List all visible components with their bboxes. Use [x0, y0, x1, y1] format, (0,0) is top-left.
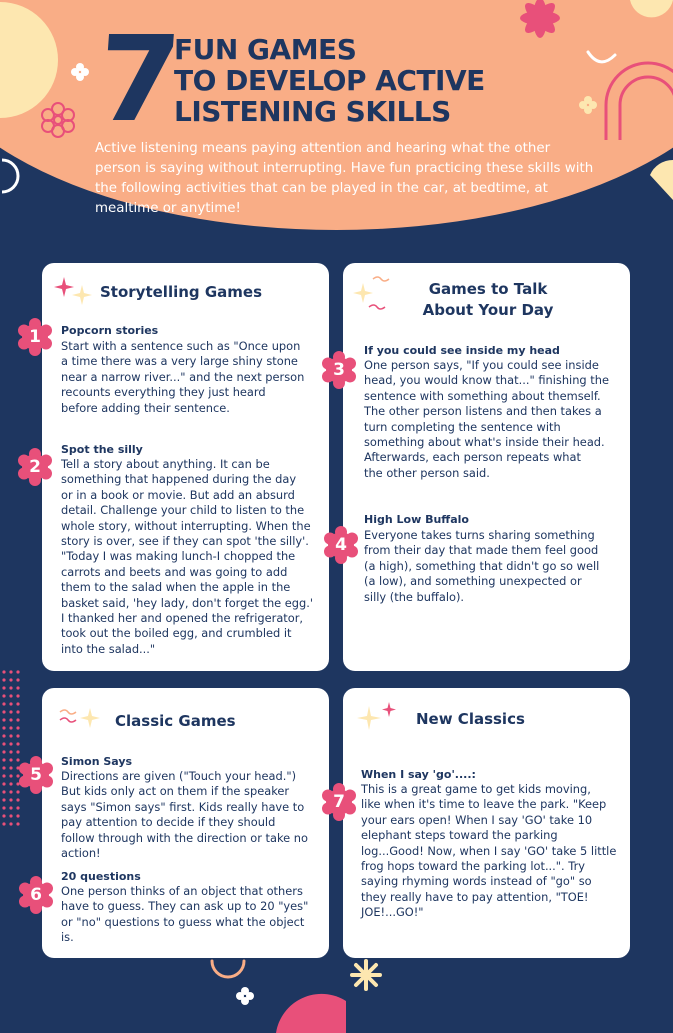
text-line: sentence with something about themself.	[364, 388, 601, 403]
text-line: turn completing the sentence with	[364, 419, 561, 434]
badge-number: 7	[333, 792, 345, 812]
game-name: If you could see inside my head	[364, 344, 560, 357]
pink-semicircle-decoration	[276, 994, 346, 1033]
white-flower-decoration	[236, 987, 254, 1005]
text-line: story is over, see if they can spot 'the silly'.	[61, 534, 309, 549]
text-line: Everyone takes turns sharing something	[364, 528, 595, 542]
cream-semicircle-decoration	[630, 0, 673, 17]
game-name: 20 questions	[61, 870, 141, 883]
card-storytelling-games	[42, 263, 329, 671]
big-number-seven: 7	[93, 10, 185, 148]
text-line: follow through with the direction or take no	[61, 830, 308, 845]
text-line: pay attention to decide if they should	[61, 815, 276, 830]
text-line: recounts everything they just heard	[61, 385, 266, 400]
card-title-line: Games to Talk	[428, 280, 548, 298]
text-line: them to the salad when the apple in the	[61, 580, 291, 595]
number-badge	[17, 876, 55, 914]
pink-arc-decoration	[620, 77, 673, 140]
peach-arc-decoration	[212, 961, 244, 977]
badge-number: 5	[30, 765, 42, 785]
bottom-decorations	[0, 955, 673, 1033]
text-line: Start with a sentence such as "Once upon	[61, 339, 301, 353]
text-line: Afterwards, each person repeats what	[364, 450, 581, 465]
card-games-to-talk	[343, 263, 630, 671]
text-line: head, you would know that..." finishing the	[364, 373, 609, 388]
text-line: (a high), something that didn't go so well	[364, 558, 600, 573]
game-description	[364, 528, 630, 605]
text-line: is.	[61, 930, 74, 945]
pink-flower-decoration	[520, 0, 560, 38]
text-line: I thanked her and opened the refrigerator,	[61, 611, 304, 626]
text-line: the other person said.	[364, 465, 490, 480]
number-badge	[17, 756, 55, 794]
text-line: "Today I was making lunch-I chopped the	[61, 549, 296, 564]
game-description	[61, 769, 329, 861]
number-badge	[16, 318, 54, 356]
text-line: One person thinks of an object that others	[61, 884, 303, 898]
text-line: from their day that made them feel good	[364, 543, 599, 558]
text-line: before adding their sentence.	[61, 400, 230, 415]
badge-number: 4	[335, 535, 347, 555]
number-badge	[322, 526, 360, 564]
text-line: Directions are given ("Touch your head.")	[61, 769, 297, 783]
badge-number: 2	[29, 457, 41, 477]
card-title: New Classics	[416, 710, 525, 728]
card-title	[403, 279, 573, 321]
text-line: action!	[61, 846, 101, 861]
number-badge	[320, 783, 358, 821]
text-line: near a narrow river..." and the next person	[61, 369, 305, 384]
badge-number: 1	[29, 327, 41, 347]
text-line: carrots and beets and was going to add	[61, 564, 288, 579]
badge-number: 3	[333, 360, 345, 380]
text-line: frog hops toward the parking lot...". Try	[361, 859, 585, 874]
title-line: TO DEVELOP ACTIVE	[174, 64, 485, 97]
badge-number: 6	[30, 885, 42, 905]
text-line: something that happened during the day	[61, 472, 297, 487]
card-classic-games	[42, 688, 329, 958]
page-title	[174, 34, 485, 127]
text-line: or "no" questions to guess what the object	[61, 914, 305, 929]
game-description	[361, 782, 630, 921]
cream-starburst-decoration	[352, 961, 380, 989]
game-description	[61, 339, 329, 416]
text-line: The other person listens and then takes a	[364, 404, 602, 419]
text-line: basket said, 'hey lady, don't forget the egg.'	[61, 595, 314, 610]
game-name: Popcorn stories	[61, 324, 159, 337]
game-name: Simon Says	[61, 755, 133, 768]
intro-paragraph: Active listening means paying attention and hearing what the other person is saying without interrupting. Have fun practicing these skills with the following activities that can be played in the car, at bedtime, at mealtime or anytime!	[95, 141, 594, 216]
number-badge	[16, 448, 54, 486]
text-line: (a low), and something unexpected or	[364, 574, 582, 589]
text-line: says "Simon says" first. Kids really have to	[61, 799, 305, 814]
text-line: One person says, "If you could see inside	[364, 358, 599, 372]
cream-circle-decoration	[0, 2, 58, 118]
text-line: a time there was a very large shiny stone	[61, 354, 298, 369]
text-line: have to guess. They can ask up to 20 "yes"	[61, 899, 309, 914]
number-badge	[320, 351, 358, 389]
game-description	[364, 358, 630, 481]
text-line: like when it's time to leave the park. "Keep	[361, 797, 607, 812]
text-line: they really have to pay attention, "TOE!	[361, 889, 589, 904]
game-name: Spot the silly	[61, 443, 143, 456]
text-line: log...Good! Now, when I say 'GO' take 5 little	[361, 843, 617, 858]
game-name: When I say 'go'....:	[361, 768, 476, 781]
title-line: LISTENING SKILLS	[174, 95, 451, 128]
text-line: This is a great game to get kids moving,	[361, 782, 591, 796]
text-line: JOE!...GO!"	[361, 905, 424, 920]
text-line: But kids only act on them if the speaker	[61, 784, 290, 799]
sparkle-icon	[349, 275, 393, 311]
text-line: took out the boiled egg, and crumbled it	[61, 626, 292, 641]
white-smile-decoration	[588, 52, 615, 62]
card-new-classics	[343, 688, 630, 958]
text-line: detail. Challenge your child to listen to the	[61, 503, 305, 518]
sparkle-icon	[56, 702, 106, 738]
text-line: Tell a story about anything. It can be	[61, 457, 270, 471]
text-line: whole story, without interrupting. When the	[61, 518, 311, 533]
title-line: FUN GAMES	[174, 33, 357, 66]
pink-dots-decoration	[0, 668, 24, 828]
game-description	[61, 457, 329, 657]
sparkle-icon	[52, 275, 94, 309]
card-title-line: About Your Day	[422, 301, 554, 319]
sparkle-icon	[353, 698, 401, 738]
game-description	[61, 884, 329, 946]
text-line: elephant steps toward the parking	[361, 828, 558, 843]
pink-outline-flower-decoration	[42, 103, 74, 137]
text-line: or in a book or movie. But add an absurd	[61, 487, 295, 502]
white-arc-decoration	[2, 160, 18, 192]
card-title: Classic Games	[115, 712, 236, 730]
white-flower-decoration	[71, 63, 89, 81]
text-line: silly (the buffalo).	[364, 589, 465, 604]
game-name: High Low Buffalo	[364, 513, 469, 526]
text-line: into the salad..."	[61, 641, 156, 656]
text-line: saying rhyming words instead of "go" so	[361, 874, 592, 889]
text-line: something about what's inside their head.	[364, 435, 605, 450]
card-title: Storytelling Games	[100, 283, 263, 301]
text-line: your ears open! When I say 'GO' take 10	[361, 812, 593, 827]
